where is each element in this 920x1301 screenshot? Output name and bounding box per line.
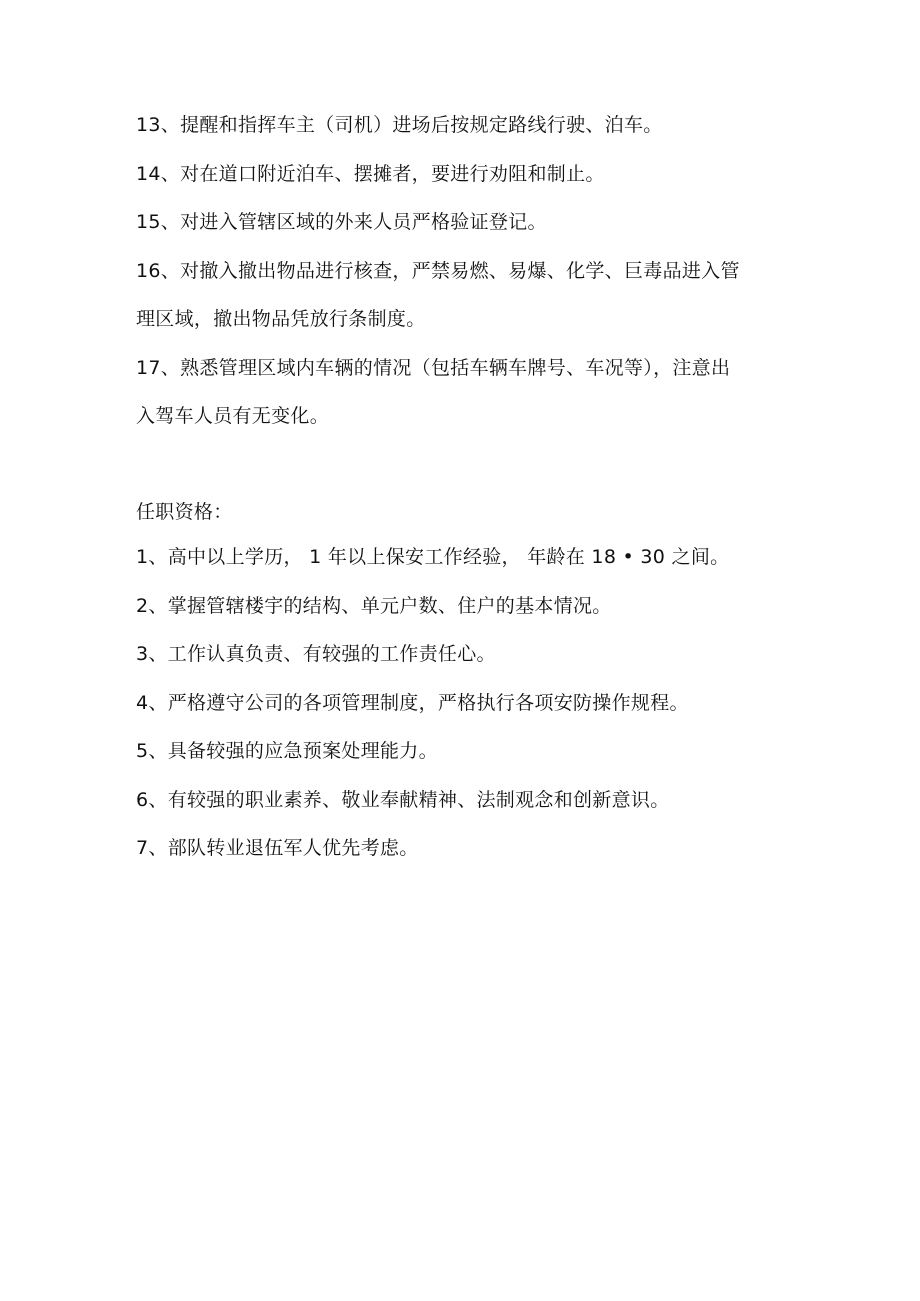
duty-item-13 (136, 113, 786, 137)
duty-line: 17、熟悉管理区域内车辆的情况（包括车辆车牌号、车况等），注意出 (136, 356, 731, 379)
qualifications-list (136, 545, 786, 885)
qualifications-section-title (136, 500, 786, 549)
duty-line: 13、提醒和指挥车主（司机）进场后按规定路线行驶、泊车。 (136, 114, 663, 136)
qualification-item-5: 5、具备较强的应急预案处理能力。 (136, 740, 438, 762)
qualification-item-7: 7、部队转业退伍军人优先考虑。 (136, 837, 419, 859)
duty-item-15 (136, 210, 786, 234)
qualification-item-1: 1、高中以上学历， 1 年以上保安工作经验， 年龄在 18 • 30 之间。 (136, 546, 730, 568)
duty-item-14 (136, 162, 786, 186)
duty-item-17 (136, 356, 786, 429)
qualification-item-3: 3、工作认真负责、有较强的工作责任心。 (136, 643, 496, 665)
duty-line-continued: 理区域，撤出物品凭放行条制度。 (136, 308, 426, 330)
duty-line-continued: 入驾车人员有无变化。 (136, 405, 330, 427)
duties-list (136, 113, 786, 453)
qualification-item-4: 4、严格遵守公司的各项管理制度，严格执行各项安防操作规程。 (136, 691, 689, 714)
qualifications-title: 任职资格： (136, 501, 233, 523)
qualification-item-6: 6、有较强的职业素养、敬业奉献精神、法制观念和创新意识。 (136, 788, 670, 811)
duty-line: 14、对在道口附近泊车、摆摊者，要进行劝阻和制止。 (136, 162, 605, 185)
duty-line: 16、对撤入撤出物品进行核查，严禁易燃、易爆、化学、巨毒品进入管 (136, 259, 740, 282)
qualification-item-2: 2、掌握管辖楼宇的结构、单元户数、住户的基本情况。 (136, 594, 612, 617)
duty-line: 15、对进入管辖区域的外来人员严格验证登记。 (136, 211, 547, 233)
duty-item-16 (136, 259, 786, 332)
